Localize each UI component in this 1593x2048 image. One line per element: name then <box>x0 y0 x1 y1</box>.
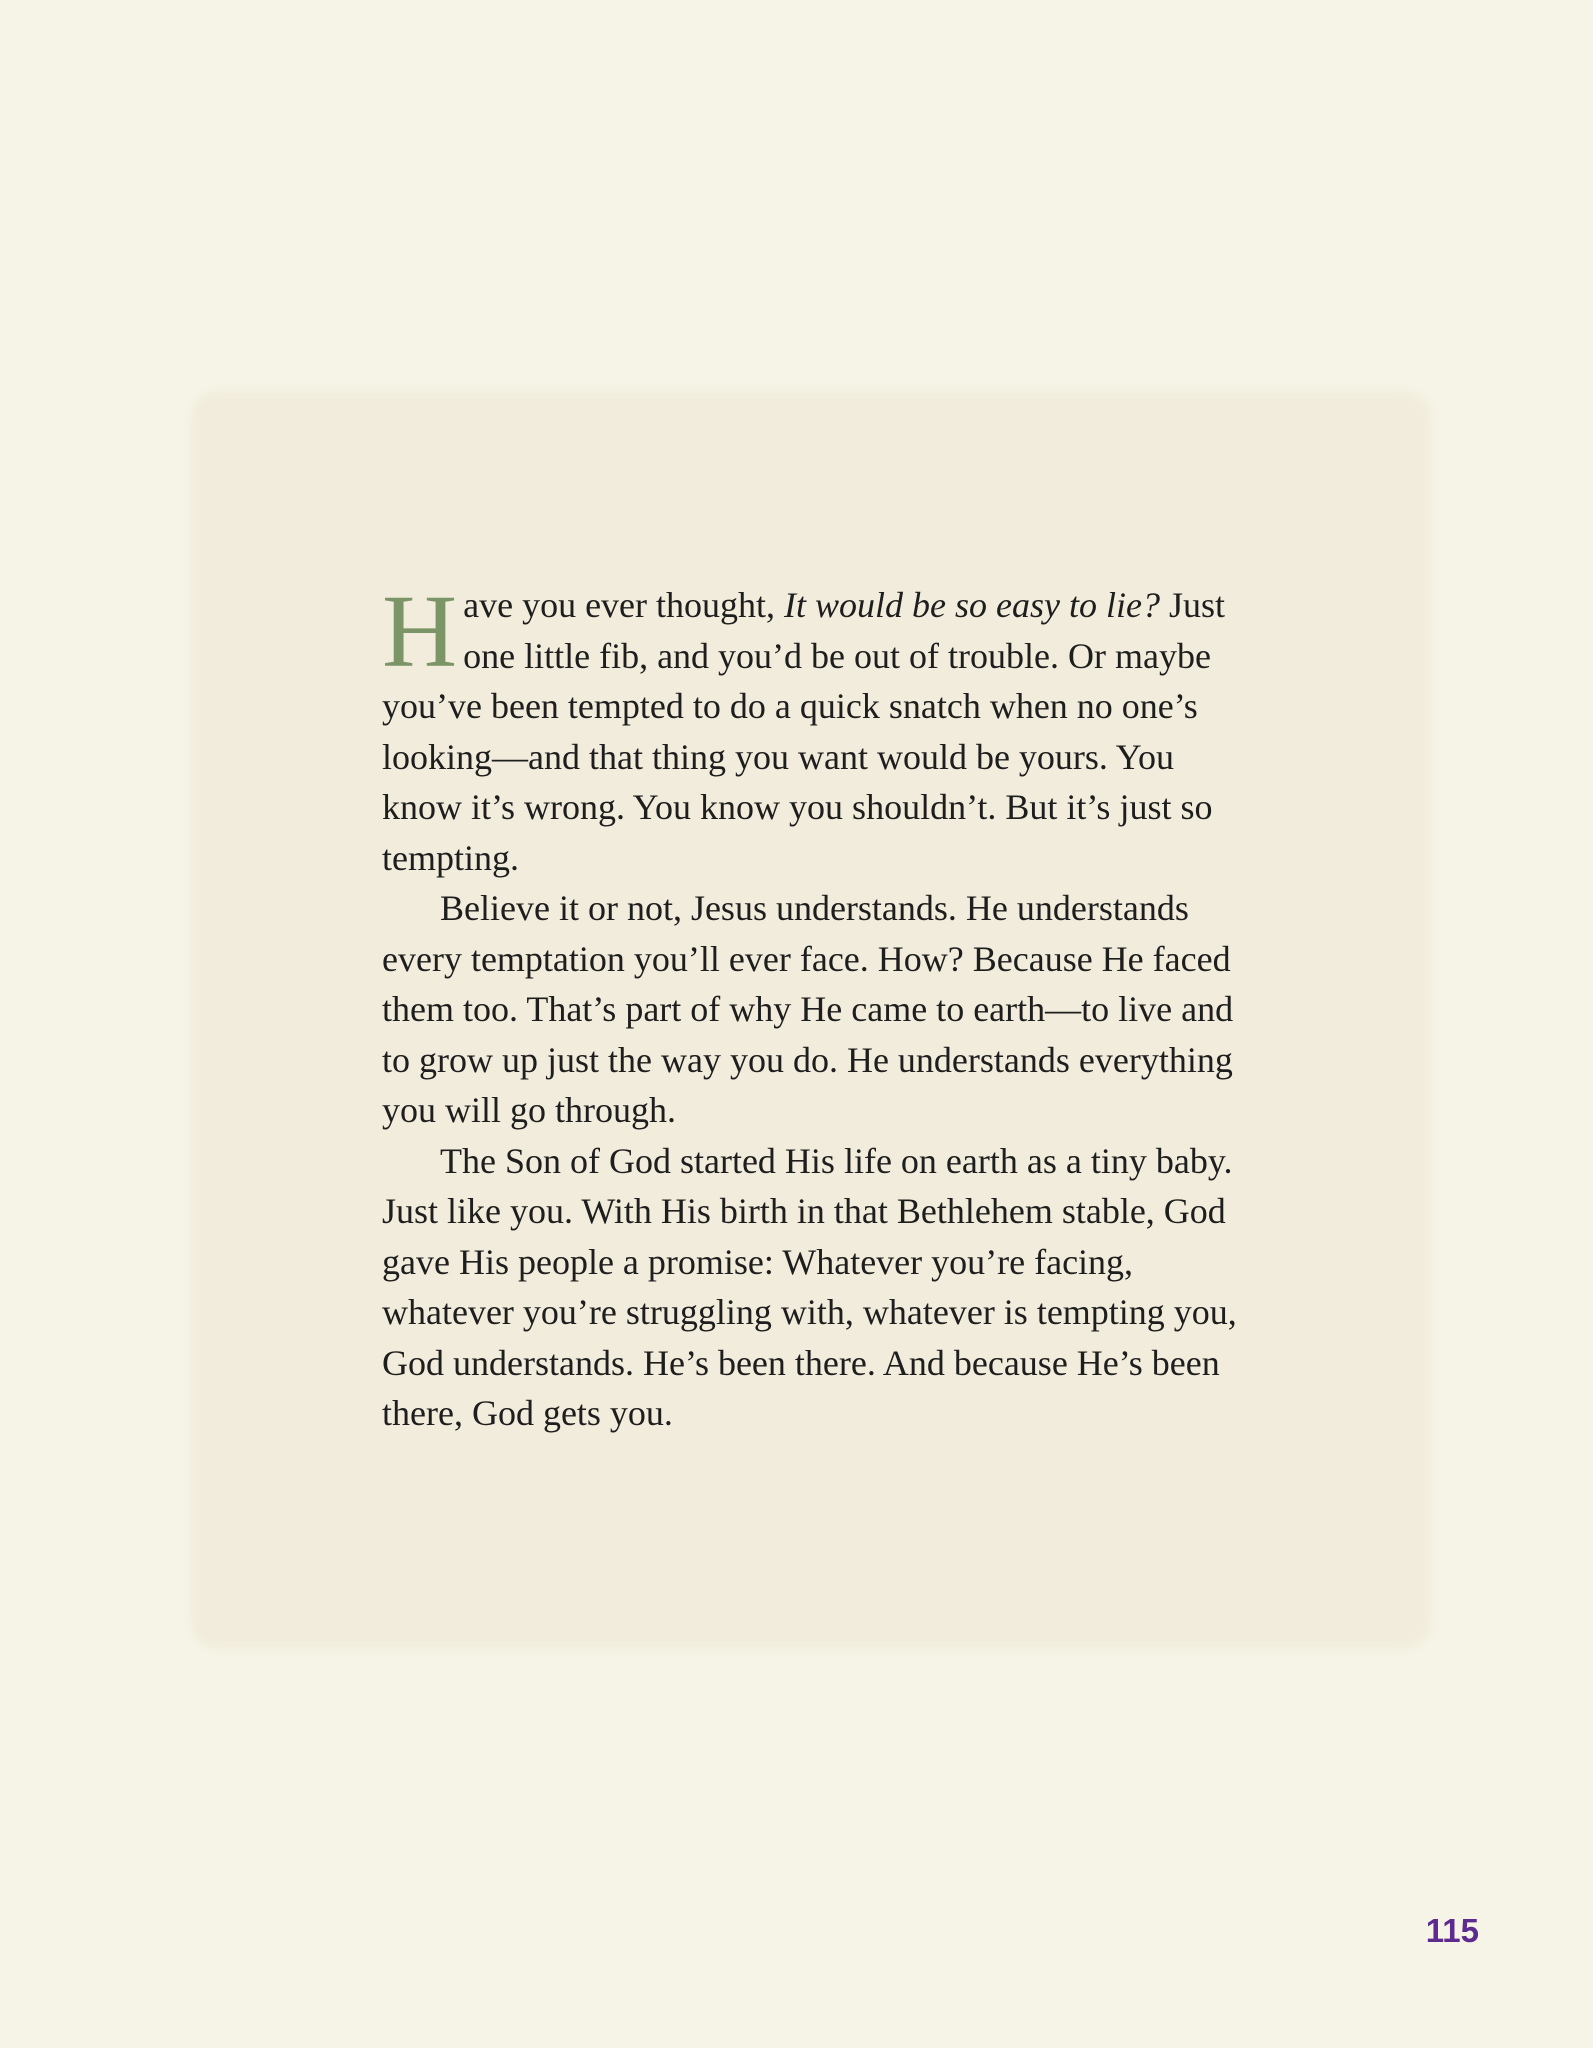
devotional-text <box>382 574 1262 1439</box>
drop-cap: H <box>382 574 458 689</box>
page-number: 115 <box>1425 1912 1479 1949</box>
paragraph-1-text-end: Just one little fib, and you’d be out of trouble. Or maybe you’ve been tempted to do a quick snatch when no one’s looking—and that thing you want would be yours. You know it’s wrong. You know you shouldn’t. But it’s just so tempting. <box>382 585 1225 878</box>
paragraph-2: Believe it or not, Jesus understands. He understands every temptation you’ll ever face. How? Because He faced them too. That’s part of why He came to earth—to live and to grow up just the way you do. He understands everything you will go through. <box>382 888 1234 1130</box>
paragraph-1 <box>382 574 1262 883</box>
paragraph-1-text-start: ave you ever thought, <box>463 585 785 625</box>
paragraph-1-italic-thought: It would be so easy to lie? <box>784 585 1160 625</box>
paragraph-3: The Son of God started His life on earth as a tiny baby. Just like you. With His birth in that Bethlehem stable, God gave His people a promise: Whatever you’re facing, whatever you’re struggling with, whatever is tempting you, God understands. He’s been there. And because He’s been there, God gets you. <box>382 1140 1237 1433</box>
